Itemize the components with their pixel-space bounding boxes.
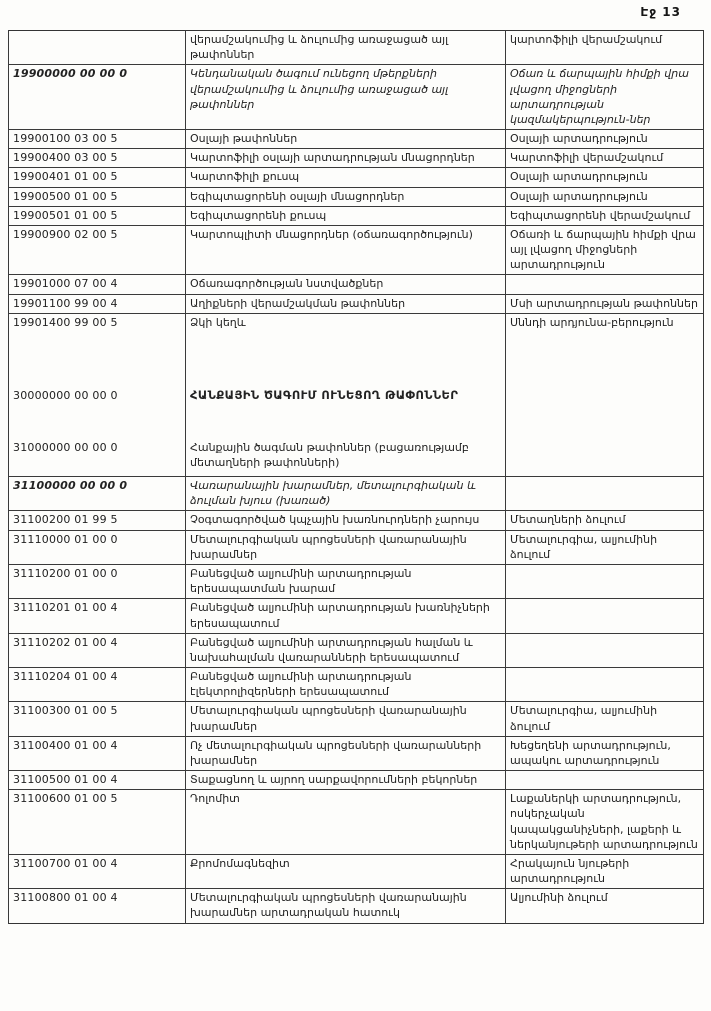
industry-cell: Օսլայի արտադրություն (506, 187, 704, 206)
description-cell: Մետալուրգիական պրոցեսների վառարանային խարամներ (186, 530, 506, 564)
industry-cell: Հրակայուն նյութերի արտադրություն (506, 854, 704, 888)
industry-cell (506, 564, 704, 598)
table-row (9, 736, 704, 770)
industry-cell: Մետալուրգիա, ալյումինի ձուլում (506, 530, 704, 564)
industry-cell (506, 599, 704, 633)
table-row (9, 168, 704, 187)
code-cell: 31110204 01 00 4 (9, 668, 186, 702)
description-cell: Կարտոֆիլի քուսպ (186, 168, 506, 187)
code-cell: 19900100 03 00 5 (9, 130, 186, 149)
description-cell: Դոլոմիտ (186, 790, 506, 855)
industry-cell (506, 430, 704, 477)
industry-cell: Լաքաներկի արտադրություն, ոսկերչական կապակցանիչների, լաքերի և ներկանյութերի արտադրություն (506, 790, 704, 855)
description-cell: Կենդանական ծագում ունեցող մթերքների վերամշակումից և ձուլումից առաջացած այլ թափոններ (186, 65, 506, 130)
table-row (9, 130, 704, 149)
industry-cell (506, 374, 704, 430)
code-cell: 31110202 01 00 4 (9, 633, 186, 667)
code-cell (9, 31, 186, 65)
table-row (9, 564, 704, 598)
industry-cell (506, 771, 704, 790)
description-cell: Կարտոֆիլի օսլայի արտադրության մնացորդներ (186, 149, 506, 168)
table-row (9, 889, 704, 923)
code-cell: 19901100 99 00 4 (9, 294, 186, 313)
description-cell: Ձկի կեղև (186, 313, 506, 374)
description-cell: Եգիպտացորենի օսլայի մնացորդներ (186, 187, 506, 206)
code-cell: 31100600 01 00 5 (9, 790, 186, 855)
description-cell: Չօգտագործված կպչային խառնուրդների չարույս (186, 511, 506, 530)
table-row (9, 294, 704, 313)
code-cell: 31100500 01 00 4 (9, 771, 186, 790)
code-cell: 19900500 01 00 5 (9, 187, 186, 206)
code-cell: 31110201 01 00 4 (9, 599, 186, 633)
industry-cell: Օսլայի արտադրություն (506, 130, 704, 149)
description-cell: Մետալուրգիական պրոցեսների վառարանային խարամներ (186, 702, 506, 736)
code-cell: 31100400 01 00 4 (9, 736, 186, 770)
table-row (9, 668, 704, 702)
industry-cell: կարտոֆիլի վերամշակում (506, 31, 704, 65)
code-cell: 19900000 00 00 0 (9, 65, 186, 130)
table-row (9, 313, 704, 374)
description-cell: Բանեցված ալյումինի արտադրության խառնիչների երեսապատում (186, 599, 506, 633)
industry-cell: Օսլայի արտադրություն (506, 168, 704, 187)
table-row (9, 599, 704, 633)
table-row (9, 149, 704, 168)
code-cell: 19900501 01 00 5 (9, 206, 186, 225)
code-cell: 31100200 01 99 5 (9, 511, 186, 530)
table-row (9, 633, 704, 667)
industry-cell: Օճառ և ճարպային հիմքի վրա լվացող միջոցների արտադրության կազմակերպություն-ներ (506, 65, 704, 130)
code-cell: 31110000 01 00 0 (9, 530, 186, 564)
description-cell: Բանեցված ալյումինի արտադրության հալման և նախահալման վառարանների երեսապատում (186, 633, 506, 667)
code-cell: 19901000 07 00 4 (9, 275, 186, 294)
page-number: Էջ 13 (640, 5, 681, 19)
code-cell: 30000000 00 00 0 (9, 374, 186, 430)
table-row (9, 771, 704, 790)
industry-cell: Եգիպտացորենի վերամշակում (506, 206, 704, 225)
description-cell: Տաքացնող և այրող սարքավորումների բեկորներ (186, 771, 506, 790)
industry-cell (506, 633, 704, 667)
waste-table-body (9, 31, 704, 924)
description-cell: Օճառագործության նստվածքներ (186, 275, 506, 294)
industry-cell: Ալյումինի ձուլում (506, 889, 704, 923)
industry-cell: Խեցեղենի արտադրություն, ապակու արտադրություն (506, 736, 704, 770)
industry-cell: Կարտոֆիլի վերամշակում (506, 149, 704, 168)
table-row (9, 206, 704, 225)
industry-cell: Սննդի արդյունա-բերություն (506, 313, 704, 374)
description-cell: Քրոմոմագնեզիտ (186, 854, 506, 888)
table-row (9, 187, 704, 206)
table-row (9, 430, 704, 477)
table-row (9, 530, 704, 564)
table-row (9, 275, 704, 294)
description-cell: Օսլայի թափոններ (186, 130, 506, 149)
description-cell: Հանքային ծագման թափոններ (բացառությամբ մետաղների թափոնների) (186, 430, 506, 477)
table-row (9, 477, 704, 511)
waste-classification-table (8, 30, 704, 924)
code-cell: 31000000 00 00 0 (9, 430, 186, 477)
code-cell: 31100300 01 00 5 (9, 702, 186, 736)
code-cell: 31100800 01 00 4 (9, 889, 186, 923)
code-cell: 31110200 01 00 0 (9, 564, 186, 598)
code-cell: 31100700 01 00 4 (9, 854, 186, 888)
table-row (9, 31, 704, 65)
description-cell: Վառարանային խարամներ, մետալուրգիական և ձուլման խյուս (խառած) (186, 477, 506, 511)
description-cell: Կարտոպլիտի մնացորդներ (օճառագործություն) (186, 225, 506, 275)
description-cell: Աղիքների վերամշակման թափոններ (186, 294, 506, 313)
description-cell: Ոչ մետալուրգիական պրոցեսների վառարանների խարամներ (186, 736, 506, 770)
description-cell: վերամշակումից և ձուլումից առաջացած այլ թափոններ (186, 31, 506, 65)
industry-cell: Մետաղների ձուլում (506, 511, 704, 530)
description-cell: Մետալուրգիական պրոցեսների վառարանային խարամներ արտադրական հատուկ (186, 889, 506, 923)
description-cell: Բանեցված ալյումինի արտադրության էլեկտրոլիզերների երեսապատում (186, 668, 506, 702)
code-cell: 19901400 99 00 5 (9, 313, 186, 374)
description-cell: Բանեցված ալյումինի արտադրության երեսապատման խարամ (186, 564, 506, 598)
industry-cell: Օճառի և ճարպային հիմքի վրա այլ լվացող միջոցների արտադրություն (506, 225, 704, 275)
table-row (9, 854, 704, 888)
code-cell: 31100000 00 00 0 (9, 477, 186, 511)
description-cell: ՀԱՆՔԱՅԻՆ ԾԱԳՈՒՄ ՈՒՆԵՑՈՂ ԹԱՓՈՆՆԵՐ (186, 374, 506, 430)
code-cell: 19900401 01 00 5 (9, 168, 186, 187)
table-row (9, 702, 704, 736)
table-row (9, 790, 704, 855)
industry-cell: Մետալուրգիա, ալյումինի ձուլում (506, 702, 704, 736)
code-cell: 19900400 03 00 5 (9, 149, 186, 168)
industry-cell (506, 668, 704, 702)
code-cell: 19900900 02 00 5 (9, 225, 186, 275)
table-row (9, 65, 704, 130)
table-row (9, 511, 704, 530)
industry-cell (506, 477, 704, 511)
industry-cell (506, 275, 704, 294)
table-row (9, 374, 704, 430)
industry-cell: Մսի արտադրության թափոններ (506, 294, 704, 313)
description-cell: Եգիպտացորենի քուսպ (186, 206, 506, 225)
table-row (9, 225, 704, 275)
